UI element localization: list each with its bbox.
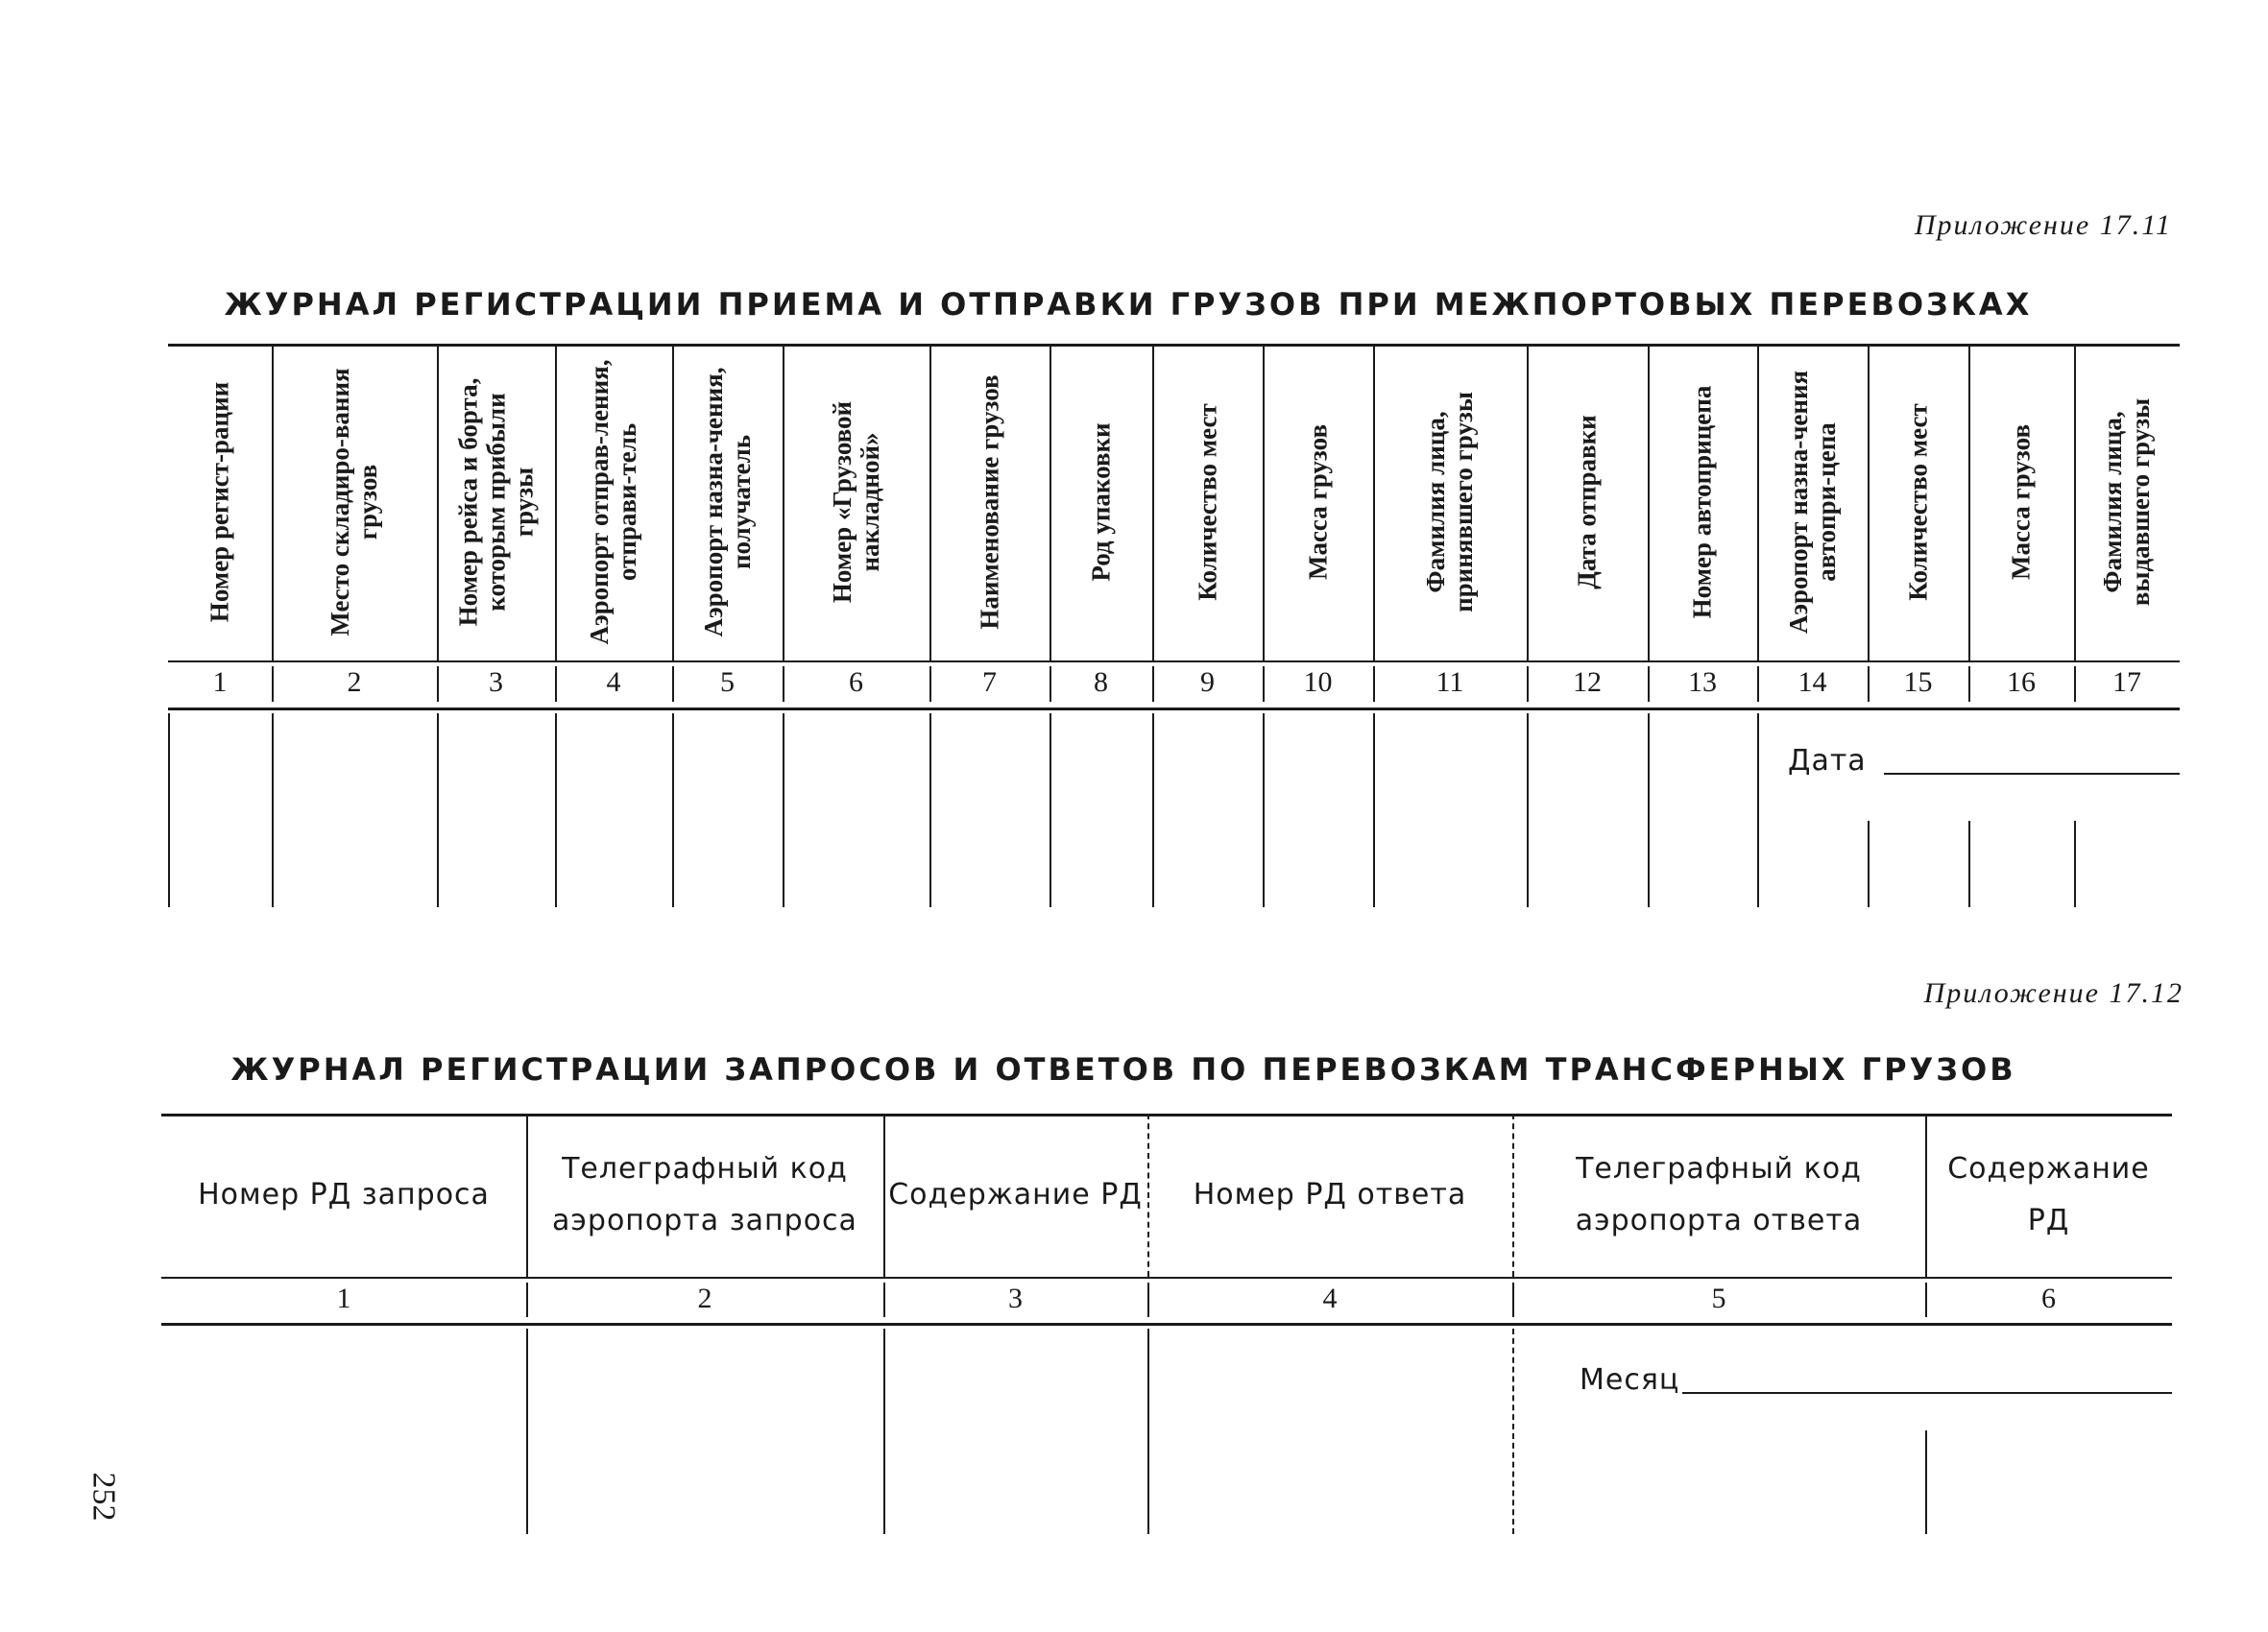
col-header-11 [1373,344,1527,660]
col-number-1: 1 [336,1283,351,1314]
col-number-15: 15 [1903,666,1933,698]
col-header-text: Род упаковки [1086,422,1115,582]
col-number-9: 9 [1200,666,1215,698]
col-header-4: Номер РД ответа [1193,1178,1467,1212]
col-header-3: Содержание РД [888,1178,1143,1212]
col-header-text: Количество мест [1193,403,1221,601]
col-header-5 [672,344,783,660]
col-number-6: 6 [2041,1283,2056,1314]
col-header-text: Дата отправки [1572,415,1602,589]
col-header-7 [929,344,1050,660]
col-header-9 [1152,344,1263,660]
col-number-14: 14 [1798,666,1827,698]
appendix-label-17-11: Приложение 17.11 [1914,209,2172,241]
col-header-2 [272,344,437,660]
col-header-text: Номер автоприцепа [1687,385,1717,619]
col-number-6: 6 [849,666,863,698]
col-number-11: 11 [1436,666,1464,698]
col-header-text: Номер регист-рации [205,381,234,623]
col-number-3: 3 [1008,1283,1023,1314]
col-number-17: 17 [2112,666,2141,698]
col-header-5: Телеграфный код аэропорта ответа [1575,1152,1863,1237]
col-number-2: 2 [347,666,362,698]
col-header-15 [1868,344,1968,660]
col-header-2: Телеграфный код аэропорта запроса [552,1152,857,1237]
col-number-13: 13 [1688,666,1717,698]
col-header-text: Аэропорт отправ-ления, отправи-тель [585,359,641,645]
page-number: 252 [85,1472,122,1522]
col-header-6 [783,344,929,660]
col-number-3: 3 [489,666,503,698]
col-header-1: Номер РД запроса [198,1178,490,1212]
col-header-text: Масса грузов [1303,423,1332,581]
col-header-text: Аэропорт назна-чения, получатель [698,367,756,637]
col-number-5: 5 [720,666,735,698]
col-header-text: Количество мест [1903,403,1932,601]
col-number-4: 4 [1322,1283,1338,1314]
month-line [1682,1392,2172,1394]
col-number-2: 2 [697,1283,712,1314]
col-header-text: Масса грузов [2006,423,2036,581]
date-label: Дата [1788,744,1867,778]
col-header-text: Фамилия лица, принявшего грузы [1421,392,1478,612]
col-header-text: Номер «Грузовой накладной» [827,400,884,604]
col-header-10 [1263,344,1373,660]
col-header-16 [1968,344,2074,660]
col-header-text: Фамилия лица, выдавшего грузы [2098,397,2155,607]
col-header-text: Место складиро-вания грузов [326,368,382,636]
col-number-10: 10 [1303,666,1333,698]
col-header-17 [2074,344,2180,660]
col-header-12 [1527,344,1648,660]
col-header-text: Номер рейса и борта, которым прибыли грузы [453,377,538,627]
col-number-5: 5 [1711,1283,1726,1314]
col-number-7: 7 [982,666,997,698]
date-line [1884,773,2180,775]
col-header-1 [168,344,272,660]
col-header-13 [1648,344,1757,660]
journal-title-2: ЖУРНАЛ РЕГИСТРАЦИИ ЗАПРОСОВ И ОТВЕТОВ ПО ПЕРЕВОЗКАМ ТРАНСФЕРНЫХ ГРУЗОВ [230,1051,2016,1088]
col-number-16: 16 [2007,666,2036,698]
journal-title-1: ЖУРНАЛ РЕГИСТРАЦИИ ПРИЕМА И ОТПРАВКИ ГРУЗОВ ПРИ МЕЖПОРТОВЫХ ПЕРЕВОЗКАХ [224,286,2033,323]
col-number-1: 1 [212,666,228,698]
col-header-8 [1050,344,1152,660]
col-header-6: Содержание РД [1947,1152,2150,1237]
month-label: Месяц [1580,1363,1680,1397]
col-header-3 [437,344,555,660]
col-number-4: 4 [606,666,621,698]
col-header-14 [1757,344,1868,660]
col-header-text: Аэропорт назна-чения автопри-цепа [1783,370,1841,635]
col-header-4 [555,344,672,660]
col-number-12: 12 [1573,666,1602,698]
col-number-8: 8 [1094,666,1108,698]
appendix-label-17-12: Приложение 17.12 [1923,977,2184,1009]
col-header-text: Наименование грузов [975,374,1003,630]
